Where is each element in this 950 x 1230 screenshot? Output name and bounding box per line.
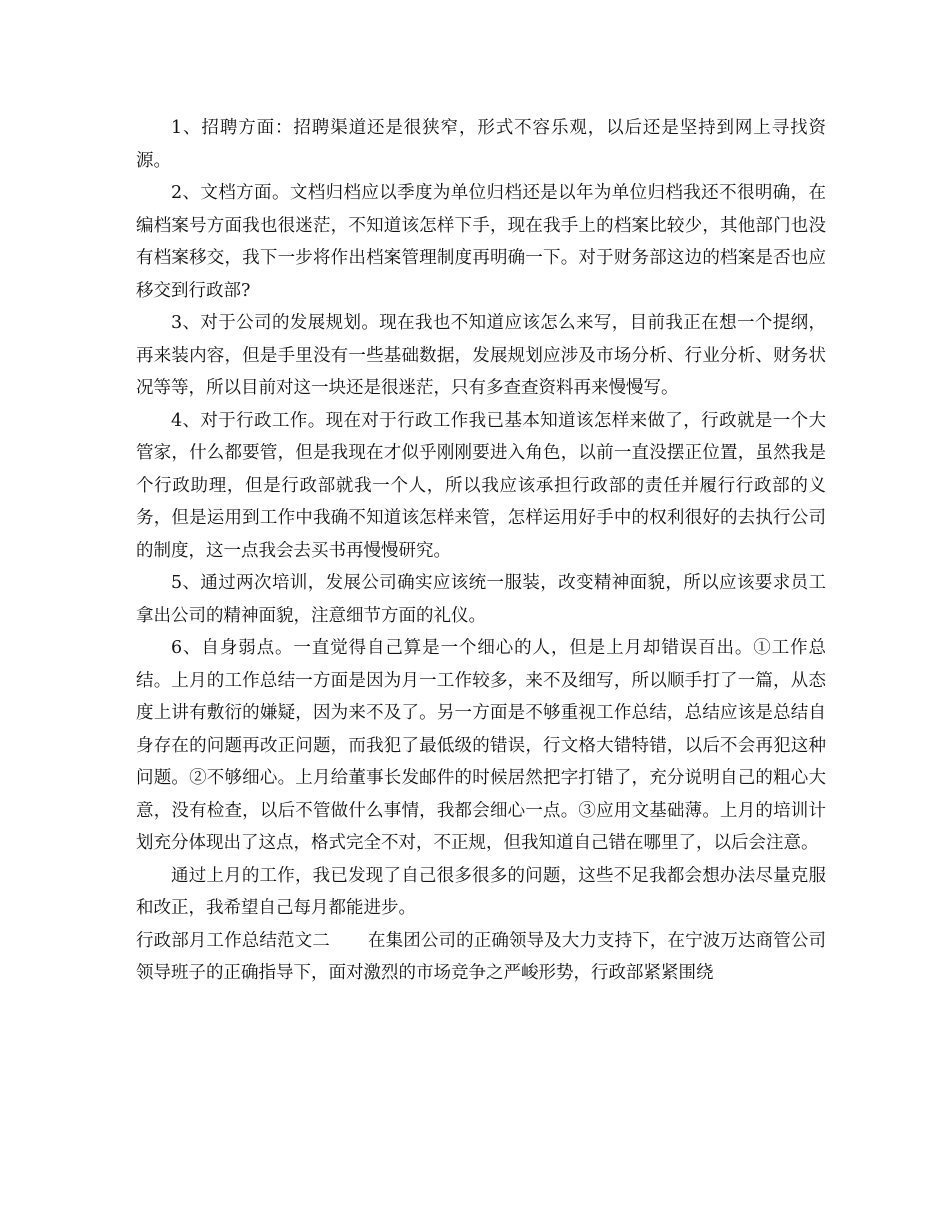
paragraph-admin-work: 4、对于行政工作。现在对于行政工作我已基本知道该怎样来做了，行政就是一个大管家，什么都要管，但是我现在才似乎刚刚要进入角色，以前一直没摆正位置，虽然我是个行政助理，但是行政部就我一个人，所以我应该承担行政部的责任并履行行政部的义务，但是运用到工作中我确不知道该怎样来管，怎样运用好手中的权利很好的去执行公司的制度，这一点我会去买书再慢慢研究。 bbox=[136, 410, 826, 561]
section-paragraph bbox=[136, 925, 826, 990]
paragraph-training: 5、通过两次培训，发展公司确实应该统一服装，改变精神面貌，所以应该要求员工拿出公司的精神面貌，注意细节方面的礼仪。 bbox=[136, 573, 826, 626]
paragraph-weaknesses: 6、自身弱点。一直觉得自己算是一个细心的人，但是上月却错误百出。①工作总结。上月的工作总结一方面是因为月一工作较多，来不及细写，所以顺手打了一篇，从态度上讲有敷衍的嫌疑，因为来不及了。另一方面是不够重视工作总结，总结应该是总结自身存在的问题再改正问题，而我犯了最低级的错误，行文格大错特错，以后不会再犯这种问题。②不够细心。上月给董事长发邮件的时候居然把字打错了，充分说明自己的粗心大意，没有检查，以后不管做什么事情，我都会细心一点。③应用文基础薄。上月的培训计划充分体现出了这点，格式完全不对，不正规，但我知道自己错在哪里了，以后会注意。 bbox=[136, 638, 826, 853]
paragraph-conclusion: 通过上月的工作，我已发现了自己很多很多的问题，这些不足我都会想办法尽量克服和改正，我希望自己每月都能进步。 bbox=[136, 865, 826, 918]
section-body: 在集团公司的正确领导及大力支持下，在宁波万达商管公司领导班子的正确指导下，面对激烈的市场竞争之严峻形势，行政部紧紧围绕 bbox=[136, 930, 827, 983]
paragraph-development-plan: 3、对于公司的发展规划。现在我也不知道应该怎么来写，目前我正在想一个提纲，再来装内容，但是手里没有一些基础数据，发展规划应涉及市场分析、行业分析、财务状况等等，所以目前对这一块还是很迷茫，只有多查查资料再来慢慢写。 bbox=[136, 313, 826, 398]
paragraph-documents: 2、文档方面。文档归档应以季度为单位归档还是以年为单位归档我还不很明确，在编档案号方面我也很迷茫，不知道该怎样下手，现在我手上的档案比较少，其他部门也没有档案移交，我下一步将作出档案管理制度再明确一下。对于财务部这边的档案是否也应移交到行政部? bbox=[136, 183, 826, 301]
section-heading: 行政部月工作总结范文二 bbox=[136, 930, 330, 951]
paragraph-recruitment: 1、招聘方面：招聘渠道还是很狭窄，形式不容乐观，以后还是坚持到网上寻找资源。 bbox=[136, 118, 826, 171]
document-page bbox=[136, 112, 826, 990]
